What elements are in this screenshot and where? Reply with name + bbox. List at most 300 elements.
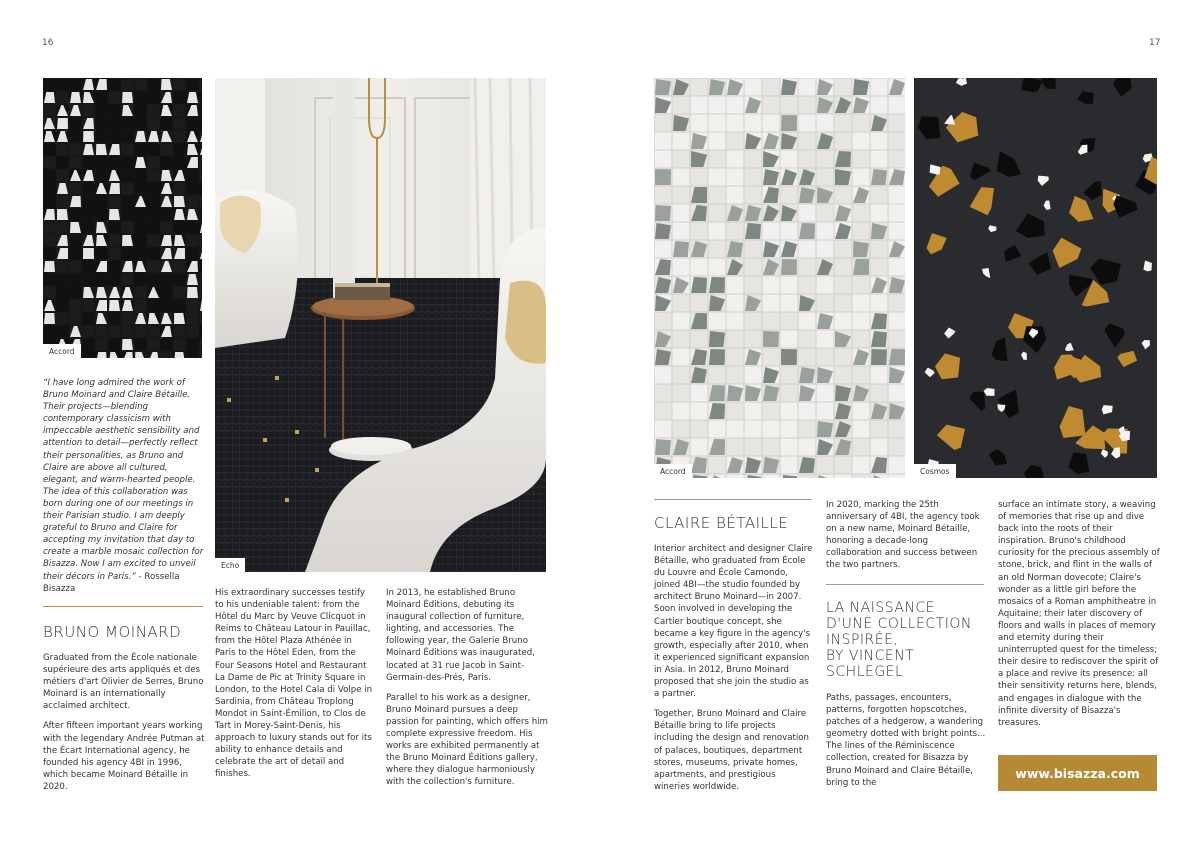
mosaic-tile (44, 79, 56, 91)
mosaic-tile (200, 235, 203, 247)
mosaic-tile (148, 274, 160, 286)
mosaic-tile (161, 144, 173, 156)
mosaic-tile (109, 261, 121, 273)
mosaic-tile (187, 183, 199, 195)
mosaic-tile (745, 79, 762, 96)
marble-piece (799, 367, 815, 383)
quote-text: “I have long admired the work of Bruno Moinard and Claire Bétaille. Their projects—blending contemporary classicism with impeccable aesthetic sensibility and attention to detail—perfectly reflect their personalities, as Bruno and Claire are above all cultured, elegant, and warm-hearted people. The idea of this collaboration was born during one of our meetings in their Parisian studio. I am deeply grateful to Bruno and Claire for accepting my invitation that day to create a marble mosaic collection for Bisazza. Now I am excited to unveil their décors in Paris.” (43, 378, 204, 582)
marble-piece (781, 115, 797, 131)
mosaic-tile (187, 79, 199, 91)
quote-block (43, 377, 205, 595)
mosaic-tile (70, 144, 82, 156)
mosaic-tile (727, 349, 744, 366)
image-caption: Echo (215, 558, 245, 572)
mosaic-tile (655, 187, 672, 204)
mosaic-tile (109, 222, 121, 234)
mosaic-tile (148, 105, 160, 117)
mosaic-tile (135, 300, 147, 312)
mosaic-tile (727, 151, 744, 168)
mosaic-tile (817, 403, 834, 420)
mosaic-tile (835, 259, 852, 276)
mosaic-tile (44, 157, 56, 169)
mosaic-tile (44, 274, 56, 286)
mosaic-tile (853, 313, 870, 330)
mosaic-tile (673, 313, 690, 330)
mosaic-tile (148, 144, 160, 156)
mosaic-tile (817, 151, 834, 168)
mosaic-tile (148, 79, 160, 91)
marble-piece (835, 169, 851, 185)
mosaic-tile (727, 403, 744, 420)
mosaic-tile (853, 205, 870, 222)
mosaic-tile (187, 300, 199, 312)
mosaic-tile (70, 248, 82, 260)
page-number-left: 16 (42, 38, 54, 48)
mosaic-tile (122, 144, 134, 156)
mosaic-tile (835, 187, 852, 204)
mosaic-tile (817, 349, 834, 366)
mosaic-tile (83, 326, 95, 338)
marble-piece (673, 241, 689, 257)
marble-piece (174, 352, 185, 358)
bruno-moinard-heading: BRUNO MOINARD (43, 623, 182, 641)
mosaic-tile (96, 209, 108, 221)
paragraph: Parallel to his work as a designer, Bruno Moinard pursues a deep passion for painting, which offers him complete expressive freedom. His works are exhibited permanently at the Bruno Moinard Éditions gallery, where they dialogue harmoniously with the collection's furniture. (386, 692, 548, 788)
mosaic-tile (174, 131, 186, 143)
mosaic-tile (727, 115, 744, 132)
mosaic-tile (889, 223, 906, 240)
mosaic-tile (691, 115, 708, 132)
marble-piece (70, 92, 81, 103)
marble-piece (853, 79, 869, 95)
mosaic-tile (96, 170, 108, 182)
mosaic-tile (83, 300, 95, 312)
mosaic-tile (70, 261, 82, 273)
mosaic-tile (709, 313, 726, 330)
mosaic-tile (745, 277, 762, 294)
paragraph: Interior architect and designer Claire Bétaille, who graduated from École du Louvre and École Camondo, joined 4BI—the studio founded by architect Bruno Moinard—in 2007. Soon involved in developing the Cartier boutique concept, she became a key figure in the agency's growth, especially after 2010, when it experienced significant expansion in Asia. In 2012, Bruno Moinard proposed that she join the studio as a partner. (654, 544, 813, 700)
mosaic-tile (709, 169, 726, 186)
mosaic-tile (871, 439, 888, 456)
mosaic-tile (673, 133, 690, 150)
mosaic-tile (799, 115, 816, 132)
mosaic-tile (853, 133, 870, 150)
mosaic-tile (853, 331, 870, 348)
mosaic-tile (889, 151, 906, 168)
mosaic-tile (691, 169, 708, 186)
mosaic-tile (817, 331, 834, 348)
mosaic-tile (70, 157, 82, 169)
mosaic-tile (57, 92, 69, 104)
mosaic-tile (135, 287, 147, 299)
mosaic-tile (200, 339, 203, 351)
mosaic-tile (122, 326, 134, 338)
marble-piece (655, 205, 671, 221)
mosaic-tile (799, 151, 816, 168)
mosaic-tile (135, 170, 147, 182)
heading-line: LA NAISSANCE (826, 600, 936, 616)
mosaic-tile (148, 261, 160, 273)
mosaic-tile (70, 274, 82, 286)
mosaic-tile (44, 183, 56, 195)
section-divider (826, 584, 984, 585)
page-number-right: 17 (1149, 38, 1161, 48)
mosaic-tile (174, 326, 186, 338)
mosaic-tile (835, 367, 852, 384)
bruno-column-1 (43, 652, 205, 801)
mosaic-tile (709, 367, 726, 384)
mosaic-tile (817, 169, 834, 186)
mosaic-tile (871, 421, 888, 438)
marble-piece (655, 223, 671, 239)
mosaic-tile (96, 248, 108, 260)
interior-scene (215, 78, 546, 572)
image-caption: Accord (43, 344, 81, 358)
mosaic-tile (57, 170, 69, 182)
mosaic-tile (70, 300, 82, 312)
marble-piece (655, 169, 671, 185)
mosaic-tile (673, 205, 690, 222)
mosaic-tile (122, 170, 134, 182)
mosaic-tile (96, 105, 108, 117)
mosaic-tile (200, 287, 203, 299)
mosaic-tile (799, 133, 816, 150)
mosaic-tile (187, 248, 199, 260)
mosaic-tile (799, 313, 816, 330)
mosaic-tile (122, 196, 134, 208)
mosaic-tile (799, 79, 816, 96)
marble-piece (109, 209, 120, 220)
mosaic-tile (709, 259, 726, 276)
mosaic-tile (799, 475, 816, 479)
mosaic-tile (673, 223, 690, 240)
mosaic-tile (200, 118, 203, 130)
mosaic-tile (799, 277, 816, 294)
mosaic-tile (691, 295, 708, 312)
mosaic-tile (161, 222, 173, 234)
marble-piece (709, 331, 725, 347)
mosaic-tile (109, 196, 121, 208)
mosaic-tile (763, 79, 780, 96)
mosaic-tile (187, 313, 199, 325)
mosaic-tile (122, 157, 134, 169)
mosaic-tile (727, 223, 744, 240)
mosaic-tile (135, 105, 147, 117)
mosaic-tile (691, 223, 708, 240)
mosaic-tile (817, 241, 834, 258)
marble-piece (96, 144, 107, 155)
mosaic-tile (817, 385, 834, 402)
mosaic-tile (187, 222, 199, 234)
mosaic-tile (83, 339, 95, 351)
mosaic-tile (174, 274, 186, 286)
mosaic-tile (835, 133, 852, 150)
mosaic-tile (200, 209, 203, 221)
mosaic-tile (889, 421, 906, 438)
mosaic-tile (889, 205, 906, 222)
mosaic-tile (709, 97, 726, 114)
mosaic-tile (817, 205, 834, 222)
mosaic-tile (889, 331, 906, 348)
mosaic-tile (889, 313, 906, 330)
mosaic-tile (109, 339, 121, 351)
mosaic-tile (799, 331, 816, 348)
mosaic-tile (673, 151, 690, 168)
mosaic-tile (763, 349, 780, 366)
mosaic-tile (673, 97, 690, 114)
mosaic-tile (83, 274, 95, 286)
mosaic-tile (871, 133, 888, 150)
mosaic-tile (745, 439, 762, 456)
mosaic-tile (799, 403, 816, 420)
mosaic-tile (853, 439, 870, 456)
marble-piece (871, 349, 887, 365)
mosaic-tile (745, 331, 762, 348)
mosaic-tile (709, 133, 726, 150)
mosaic-tile (57, 196, 69, 208)
mosaic-tile (122, 248, 134, 260)
mosaic-tile (709, 241, 726, 258)
mosaic-tile (96, 274, 108, 286)
mosaic-tile (135, 79, 147, 91)
mosaic-tile (781, 313, 798, 330)
marble-piece (781, 259, 797, 275)
mosaic-tile (148, 118, 160, 130)
mosaic-tile (655, 241, 672, 258)
claire-column-2 (826, 499, 986, 580)
paragraph: In 2020, marking the 25th anniversary of 4BI, the agency took on a new name, Moinard Bétaille, honoring a decade-long collaboration and success between the two partners. (826, 500, 980, 571)
mosaic-tile (135, 92, 147, 104)
paragraph: surface an intimate story, a weaving of memories that rise up and dive back into the roots of their inspiration. Bruno's childhood curiosity for the precious assembly of stone, brick, and flint in the walls of an old Norman dovecote; Claire's wonder as a little girl before the mosaics of a Roman amphitheatre in Aquitaine; their later discovery of floors and walls in places of memory and eternity during their uninterrupted quest for the timeless; their desire to rediscover the spirit of a place and revive its presence: all their sensitivity returns here, blends, and engages in dialogue with the infinite diversity of Bisazza's treasures. (998, 500, 1160, 728)
mosaic-tile (781, 421, 798, 438)
mosaic-tile (44, 170, 56, 182)
mosaic-tile (781, 367, 798, 384)
cosmos-terrazzo-pattern (914, 78, 1157, 478)
mosaic-tile (57, 313, 69, 325)
mosaic-tile (853, 223, 870, 240)
mosaic-tile (763, 295, 780, 312)
mosaic-tile (135, 248, 147, 260)
mosaic-tile (799, 349, 816, 366)
mosaic-tile (44, 222, 56, 234)
mosaic-tile (148, 183, 160, 195)
mosaic-tile (109, 235, 121, 247)
mosaic-tile (727, 331, 744, 348)
mosaic-tile (799, 97, 816, 114)
mosaic-tile (727, 313, 744, 330)
mosaic-tile (135, 144, 147, 156)
mosaic-tile (727, 421, 744, 438)
mosaic-tile (745, 187, 762, 204)
marble-piece (122, 92, 133, 103)
marble-piece (853, 259, 869, 275)
mosaic-tile (781, 187, 798, 204)
mosaic-tile (200, 196, 203, 208)
mosaic-tile (70, 183, 82, 195)
mosaic-tile (44, 235, 56, 247)
mosaic-tile (871, 151, 888, 168)
mosaic-tile (763, 439, 780, 456)
mosaic-tile (148, 300, 160, 312)
mosaic-tile (96, 92, 108, 104)
mosaic-tile (109, 105, 121, 117)
mosaic-tile (135, 209, 147, 221)
mosaic-tile (835, 475, 852, 479)
mosaic-tile (174, 222, 186, 234)
marble-piece (709, 277, 725, 293)
mosaic-tile (763, 115, 780, 132)
mosaic-tile (853, 403, 870, 420)
mosaic-tile (174, 157, 186, 169)
marble-piece (781, 79, 797, 95)
mosaic-tile (161, 274, 173, 286)
mosaic-tile (853, 115, 870, 132)
mosaic-tile (817, 457, 834, 474)
claire-column-1 (654, 543, 814, 801)
mosaic-tile (745, 367, 762, 384)
paragraph: Graduated from the École nationale supérieure des arts appliqués et des métiers d'art Olivier de Serres, Bruno Moinard is an internationally acclaimed architect. (43, 653, 204, 712)
mosaic-tile (148, 326, 160, 338)
mosaic-tile (709, 151, 726, 168)
marble-piece (817, 421, 833, 437)
marble-piece (853, 241, 869, 257)
mosaic-tile (781, 403, 798, 420)
mosaic-tile (44, 248, 56, 260)
mosaic-tile (57, 157, 69, 169)
heading-line: INSPIRÉE, (826, 632, 899, 648)
mosaic-tile (889, 133, 906, 150)
paragraph: In 2013, he established Bruno Moinard Éditions, debuting its inaugural collection of furniture, lighting, and accessories. The following year, the Galerie Bruno Moinard Éditions was inaugurated, located at 31 rue Jacob in Saint-Germain-des-Prés, Paris. (386, 588, 535, 683)
mosaic-tile (853, 475, 870, 479)
mosaic-tile (655, 403, 672, 420)
mosaic-tile (122, 118, 134, 130)
mosaic-tile (161, 300, 173, 312)
mosaic-tile (853, 457, 870, 474)
mosaic-tile (745, 151, 762, 168)
mosaic-tile (174, 287, 186, 299)
mosaic-tile (96, 326, 108, 338)
mosaic-tile (655, 133, 672, 150)
mosaic-tile (745, 313, 762, 330)
mosaic-tile (889, 457, 906, 474)
mosaic-tile (148, 248, 160, 260)
mosaic-tile (161, 118, 173, 130)
mosaic-tile (691, 97, 708, 114)
mosaic-tile (96, 157, 108, 169)
marble-piece (109, 300, 120, 311)
mosaic-tile (799, 259, 816, 276)
mosaic-tile (57, 261, 69, 273)
mosaic-tile (122, 209, 134, 221)
mosaic-tile (889, 115, 906, 132)
heading-line: SCHLEGEL (826, 664, 904, 680)
mosaic-tile (835, 295, 852, 312)
mosaic-tile (763, 313, 780, 330)
mosaic-tile (673, 421, 690, 438)
mosaic-tile (763, 475, 780, 479)
mosaic-tile (853, 421, 870, 438)
mosaic-tile (709, 115, 726, 132)
mosaic-tile (691, 331, 708, 348)
mosaic-tile (96, 118, 108, 130)
accord-mosaic-image-right (654, 78, 905, 478)
mosaic-tile (871, 367, 888, 384)
cosmos-mosaic-image (914, 78, 1157, 478)
mosaic-tile (853, 367, 870, 384)
image-caption: Cosmos (914, 464, 956, 478)
mosaic-tile (745, 169, 762, 186)
mosaic-tile (200, 352, 203, 359)
mosaic-tile (122, 79, 134, 91)
mosaic-tile (709, 223, 726, 240)
mosaic-tile (200, 92, 203, 104)
mosaic-tile (83, 105, 95, 117)
marble-piece (44, 313, 55, 324)
mosaic-tile (799, 205, 816, 222)
mosaic-tile (673, 187, 690, 204)
mosaic-tile (871, 205, 888, 222)
mosaic-tile (109, 131, 121, 143)
mosaic-tile (889, 475, 906, 479)
mosaic-tile (70, 209, 82, 221)
mosaic-tile (57, 274, 69, 286)
website-link-button[interactable]: www.bisazza.com (998, 755, 1157, 791)
mosaic-tile (727, 439, 744, 456)
mosaic-tile (727, 475, 744, 479)
mosaic-tile (709, 421, 726, 438)
mosaic-tile (200, 79, 203, 91)
mosaic-tile (161, 352, 173, 359)
mosaic-tile (673, 169, 690, 186)
mosaic-tile (673, 259, 690, 276)
paragraph: His extraordinary successes testify to his undeniable talent: from the Hôtel du Marc by Veuve Clicquot in Reims to Château Latour in Pauillac, from the Hôtel Plaza Athénée in Paris to the Hôtel Eden, from the Four Seasons Hotel and Restaurant La Dame de Pic at Trinity Square in London, to the Hotel Cala di Volpe in Sardinia, from Château Troplong Mondot in Saint-Émilion, to Clos de Tart in Morey-Saint-Denis, his approach to luxury stands out for its ability to enhance details and celebrate the art of detail and finishes. (215, 588, 373, 780)
mosaic-tile (763, 277, 780, 294)
mosaic-tile (745, 241, 762, 258)
mosaic-tile (70, 235, 82, 247)
mosaic-tile (135, 326, 147, 338)
mosaic-tile (781, 439, 798, 456)
echo-interior-image (215, 78, 546, 572)
mosaic-tile (135, 222, 147, 234)
marble-piece (781, 349, 797, 365)
mosaic-tile (871, 259, 888, 276)
mosaic-tile (174, 105, 186, 117)
mosaic-tile (763, 421, 780, 438)
quote-attribution: - Rossella Bisazza (43, 571, 180, 594)
mosaic-tile (200, 105, 203, 117)
mosaic-tile (871, 241, 888, 258)
mosaic-tile (83, 209, 95, 221)
mosaic-tile (200, 183, 203, 195)
mosaic-tile (691, 259, 708, 276)
mosaic-tile (727, 187, 744, 204)
mosaic-tile (187, 170, 199, 182)
mosaic-tile (673, 295, 690, 312)
mosaic-tile (691, 421, 708, 438)
mosaic-tile (200, 274, 203, 286)
bruno-column-3 (386, 587, 548, 797)
marble-piece (187, 287, 198, 298)
mosaic-tile (161, 157, 173, 169)
mosaic-tile (96, 131, 108, 143)
mosaic-tile (135, 183, 147, 195)
mosaic-tile (57, 287, 69, 299)
mosaic-tile (174, 79, 186, 91)
mosaic-tile (763, 97, 780, 114)
mosaic-tile (109, 313, 121, 325)
marble-piece (44, 261, 55, 272)
mosaic-tile (122, 183, 134, 195)
